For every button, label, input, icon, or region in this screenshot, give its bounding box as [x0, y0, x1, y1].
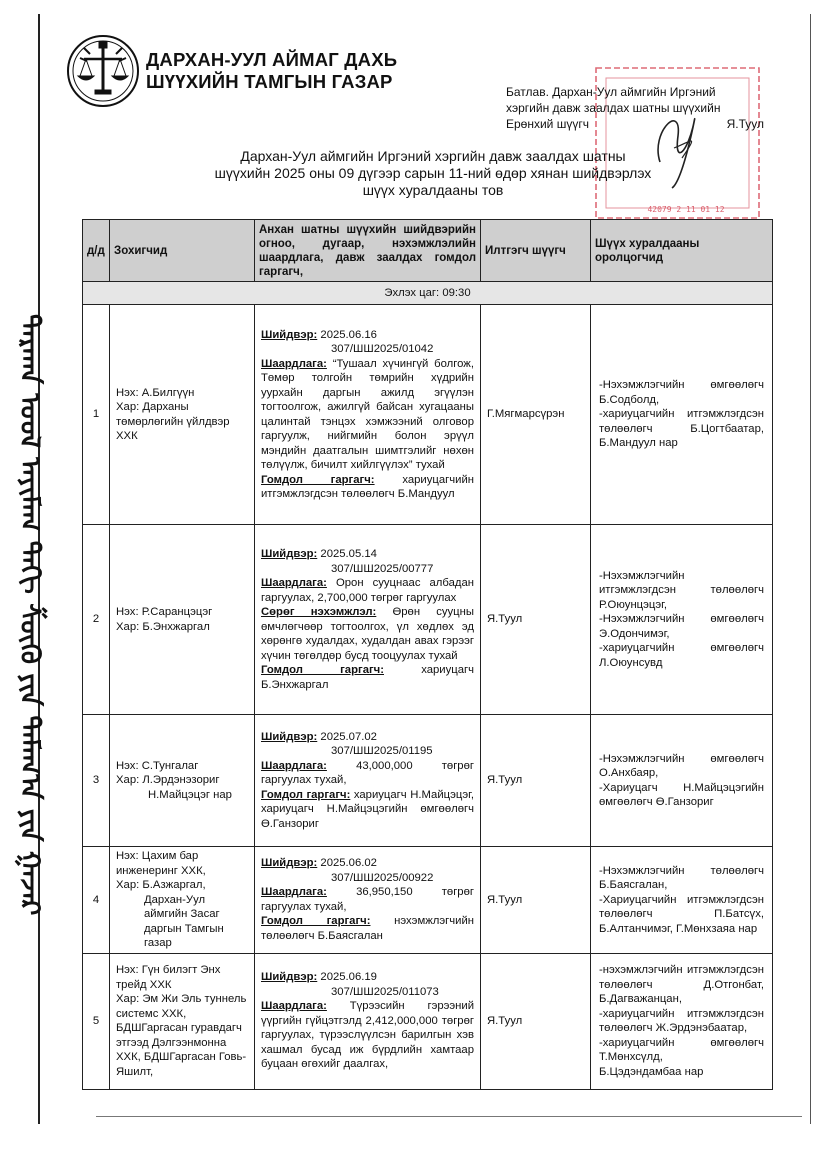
- participant-line: -хариуцагчийн өмгөөлөгч Л.Оюунсувд: [599, 642, 764, 669]
- counter-claim-text: Өрөн сууцны өмчлөгчөөр тогтоолгох, үл хөдлөх эд хөрөнгө худалдах, худалдан авах гэрээг хүчин төгөлдөр бусд тооцуулах тухай: [261, 606, 475, 662]
- start-time: Эхлэх цаг: 09:30: [83, 282, 773, 305]
- row-decision: [255, 525, 481, 715]
- row-judge: Я.Туул: [481, 525, 591, 715]
- participant-line: -Нэхэмжлэгчийн өмгөөлөгч Э.Одончимэг,: [599, 613, 764, 640]
- participant-line: -Нэхэмжлэгчийн өмгөөлөгч О.Анхбаяр,: [599, 752, 764, 779]
- row-participants: [591, 305, 773, 525]
- stamp-code: 42079 2 11 01 12: [647, 205, 725, 214]
- decision-date: 2025.06.19: [320, 971, 377, 984]
- row-participants: [591, 847, 773, 954]
- court-name-line1: ДАРХАН-УУЛ АЙМАГ ДАХЬ: [146, 49, 398, 70]
- scales-of-justice-emblem-icon: [66, 34, 140, 108]
- participant-line: -Нэхэмжлэгчийн төлөөлөгч Б.Баясгалан,: [599, 864, 764, 891]
- case-number: 307/ШШ2025/01195: [331, 745, 433, 758]
- row-parties: [110, 305, 255, 525]
- participant-line: -Хариуцагчийн итгэмжлэгдсэн төлөөлөгч П.Батсүх, Б.Алтанчимэг, Г.Мөнхзаяа нар: [599, 893, 764, 935]
- row-judge: Г.Мягмарсүрэн: [481, 305, 591, 525]
- label-complaint: Гомдол гаргагч:: [261, 915, 371, 928]
- row-participants: [591, 715, 773, 847]
- approval-block: [506, 84, 764, 132]
- complaint-text: хариуцагч Н.Майцэцэг, хариуцагч Н.Майцэцэгийн өмгөөлөгч Ө.Ганзориг: [261, 788, 474, 830]
- label-decision: Шийдвэр:: [261, 971, 318, 984]
- header-participants: Шүүх хуралдааны оролцогчид: [591, 220, 773, 282]
- label-decision: Шийдвэр:: [261, 548, 318, 560]
- claim-text: 43,000,000 төгрөг гаргуулах тухай,: [261, 759, 474, 787]
- label-decision: Шийдвэр:: [261, 857, 318, 870]
- row-parties: [110, 953, 255, 1089]
- party-line: Хар: Л.Эрдэнэзориг: [116, 774, 220, 787]
- header-num: д/д: [83, 220, 110, 282]
- party-line: Хар: Б.Энхжаргал: [116, 620, 210, 633]
- label-counter-claim: Сөрөг нэхэмжлэл:: [261, 606, 377, 618]
- label-complaint: Гомдол гаргагч:: [261, 473, 375, 486]
- title-line1: Дархан-Уул аймгийн Иргэний хэргийн давж заалдах шатны: [240, 148, 626, 164]
- table-row: [83, 953, 773, 1089]
- table-row: [83, 525, 773, 715]
- label-claim: Шаардлага:: [261, 1000, 327, 1013]
- court-header: [66, 34, 397, 108]
- complaint-text: хариуцагчийн итгэмжлэгдсэн төлөөлөгч Б.Мандуул: [261, 473, 474, 500]
- claim-text: 36,950,150 төгрөг гаргуулах тухай,: [261, 886, 474, 913]
- label-claim: Шаардлага:: [261, 759, 327, 772]
- decision-date: 2025.05.14: [320, 548, 377, 560]
- header-decision: Анхан шатны шүүхийн шийдвэрийн огноо, дугаар, нэхэмжлэлийн шаардлага, давж заалдах гомдол гаргагч,: [255, 220, 481, 282]
- table-row: [83, 305, 773, 525]
- label-claim: Шаардлага:: [261, 577, 327, 589]
- participant-line: -Нэхэмжлэгчийн итгэмжлэгдсэн төлөөлөгч Р.Оюунцэцэг,: [599, 569, 764, 611]
- row-decision: [255, 305, 481, 525]
- complaint-text: хариуцагч Б.Энхжаргал: [261, 664, 474, 691]
- case-number: 307/ШШ2025/011073: [331, 985, 439, 998]
- row-parties: [110, 525, 255, 715]
- claim-text: “Тушаал хүчингүй болгож, Төмөр толгойн төмрийн хүдрийн уурхайн даргын ажилд эгүүлэн тогтоолгож, ажилгүй байсан хугацааны цалинтай тэнцэх хэмжээний олговор гаргуулж, нийгмийн болон эрүүл мэндийн даатгалын шимтгэлийг нөхөн төлүүлж, бичилт хийлгүүлэх” тухай: [261, 357, 475, 471]
- court-name-line2: ШҮҮХИЙН ТАМГЫН ГАЗАР: [146, 71, 393, 92]
- header-judge: Илтгэгч шүүгч: [481, 220, 591, 282]
- approval-position: Ерөнхий шүүгч: [506, 117, 589, 131]
- claim-text: Түрээсийн гэрээний үүргийн гүйцэтгэлд 2,412,000,000 төгрөг гаргуулах, түрээслүүлсэн барилгын хэв хашмал бусад иж бүрдлийн хамтаар буцаан өгөхийг даалгах,: [261, 1000, 474, 1071]
- case-number: 307/ШШ2025/00777: [331, 562, 434, 575]
- court-name: [146, 49, 397, 93]
- party-line: Хар: Эм Жи Эль туннель системс ХХК, БДШГаргасан гуравдагч этгээд Дэлгээнмонна ХХК, БДШГаргасан Говь-Яшилт,: [116, 993, 247, 1078]
- row-num: 3: [83, 715, 110, 847]
- table-row: [83, 715, 773, 847]
- row-decision: [255, 847, 481, 954]
- row-judge: Я.Туул: [481, 847, 591, 954]
- label-complaint: Гомдол гаргагч:: [261, 664, 384, 676]
- decision-date: 2025.06.02: [320, 857, 377, 870]
- decision-date: 2025.07.02: [320, 730, 377, 743]
- row-participants: [591, 953, 773, 1089]
- label-complaint: Гомдол гаргагч:: [261, 788, 351, 801]
- start-time-row: [83, 282, 773, 305]
- decision-date: 2025.06.16: [320, 328, 377, 341]
- party-line: Нэх: Гүн билэгт Энх трейд ХХК: [116, 964, 221, 991]
- approval-line2: хэргийн давж заалдах шатны шүүхийн: [506, 101, 721, 115]
- document-title: [178, 148, 688, 199]
- complaint-text: нэхэмжлэгчийн төлөөлөгч Б.Баясгалан: [261, 915, 474, 942]
- party-line: Хар: Б.Азжаргал,: [116, 879, 206, 891]
- party-line: Н.Майцэцэг нар: [148, 788, 232, 801]
- label-claim: Шаардлага:: [261, 886, 327, 899]
- label-decision: Шийдвэр:: [261, 328, 318, 341]
- party-line: Нэх: С.Тунгалаг: [116, 759, 199, 772]
- participant-line: -Нэхэмжлэгчийн өмгөөлөгч Б.Содболд,: [599, 379, 764, 406]
- row-num: 4: [83, 847, 110, 954]
- party-line: Дархан-Уул аймгийн Засаг даргын Тамгын газар: [144, 893, 224, 949]
- approval-line1: Батлав. Дархан-Уул аймгийн Иргэний: [506, 85, 716, 99]
- case-number: 307/ШШ2025/00922: [331, 871, 434, 884]
- row-judge: Я.Туул: [481, 953, 591, 1089]
- row-decision: [255, 715, 481, 847]
- row-num: 1: [83, 305, 110, 525]
- party-line: Нэх: Цахим бар инженеринг ХХК,: [116, 850, 206, 877]
- participant-line: -Хариуцагч Н.Майцэцэгийн өмгөөлөгч Ө.Ганзориг: [599, 781, 764, 808]
- party-line: Хар: Дарханы төмөрлөгийн үйлдвэр ХХК: [116, 401, 230, 442]
- row-judge: Я.Туул: [481, 715, 591, 847]
- title-line2: шүүхийн 2025 оны 09 дүгээр сарын 11-ний өдөр хянан шийдвэрлэх: [214, 165, 652, 181]
- row-participants: [591, 525, 773, 715]
- vertical-mongolian-script: ᠳᠠᠷᠬᠠᠨ ᠤᠤᠯ ᠠᠶᠢᠮᠠᠭ ᠳᠠᠬᠢ ᠱᠦᠬᠦ ᠶᠢᠨ ᠲᠠᠮᠠᠭ᠎ᠠ ᠶᠢᠨ ᠭᠠᠵᠠᠷ: [14, 314, 45, 916]
- party-line: Нэх: Р.Саранцэцэг: [116, 606, 213, 618]
- row-parties: [110, 715, 255, 847]
- table-row: [83, 847, 773, 954]
- row-parties: [110, 847, 255, 954]
- participant-line: -хариуцагчийн итгэмжлэгдсэн төлөөлөгч Б.Цогтбаатар, Б.Мандуул нар: [599, 408, 764, 450]
- bottom-rule: [96, 1116, 802, 1117]
- label-decision: Шийдвэр:: [261, 730, 318, 743]
- table-header-row: [83, 220, 773, 282]
- participant-line: -хариуцагчийн итгэмжлэгдсэн төлөөлөгч Ж.Эрдэнэбаатар,: [599, 1007, 764, 1034]
- participant-line: -нэхэмжлэгчийн итгэмжлэгдсэн төлөөлөгч Д.Отгонбат, Б.Дагважанцан,: [599, 964, 764, 1005]
- approval-line3: [506, 116, 764, 132]
- claim-text: Орон сууцнаас албадан гаргуулах, 2,700,000 төгрөг гаргуулах: [261, 577, 474, 604]
- row-num: 2: [83, 525, 110, 715]
- participant-line: Б.Цэдэндамбаа нар: [599, 1065, 704, 1078]
- party-line: Нэх: А.Билгүүн: [116, 386, 195, 399]
- case-number: 307/ШШ2025/01042: [331, 343, 434, 355]
- participant-line: -хариуцагчийн өмгөөлөгч Т.Мөнхсүлд,: [599, 1036, 764, 1063]
- header-party: Зохигчид: [110, 220, 255, 282]
- row-decision: [255, 953, 481, 1089]
- label-claim: Шаардлага:: [261, 357, 327, 370]
- row-num: 5: [83, 953, 110, 1089]
- title-line3: шүүх хуралдааны тов: [362, 182, 504, 198]
- approval-signer: Я.Туул: [726, 117, 764, 131]
- hearing-schedule-table: [82, 219, 773, 1090]
